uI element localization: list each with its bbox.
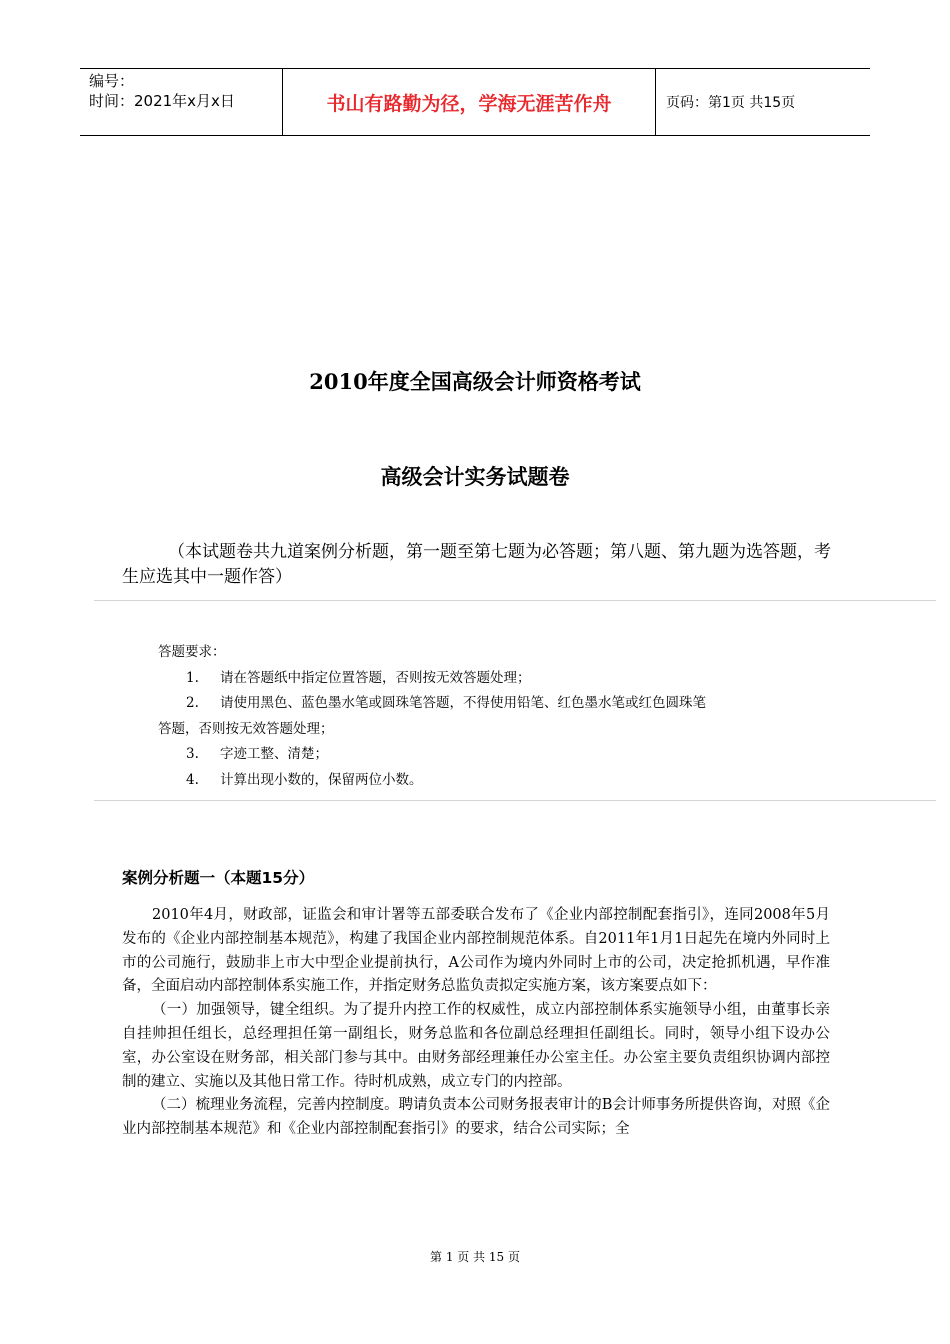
time-label: 时间：2021年x月x日 bbox=[89, 92, 235, 110]
requirement-item bbox=[158, 768, 838, 794]
case-body bbox=[122, 904, 830, 1142]
header-meta-cell bbox=[80, 69, 282, 135]
exam-note: （本试题卷共九道案例分析题，第一题至第七题为必答题；第八题、第九题为选答题，考生应选其中一题作答） bbox=[122, 542, 831, 587]
requirement-item bbox=[158, 742, 838, 768]
answer-requirements bbox=[158, 640, 838, 793]
requirement-item bbox=[158, 691, 838, 717]
header-motto-cell bbox=[282, 69, 656, 135]
case-paragraph: 2010年4月，财政部，证监会和审计署等五部委联合发布了《企业内部控制配套指引》，连同2008年5月发布的《企业内部控制基本规范》，构建了我国企业内部控制规范体系。自2011年1月1日起先在境内外同时上市的公司施行，鼓励非上市大中型企业提前执行，A公司作为境内外同时上市的公司，决定抢抓机遇，早作准备，全面启动内部控制体系实施工作，并指定财务总监负责拟定实施方案，该方案要点如下： bbox=[122, 907, 830, 995]
case-title: 案例分析题一（本题15分） bbox=[122, 869, 315, 887]
requirement-number: 4. bbox=[186, 771, 199, 788]
requirement-number: 3. bbox=[186, 746, 199, 762]
case-paragraph: （一）加强领导，键全组织。为了提升内控工作的权威性，成立内部控制体系实施领导小组，由董事长亲自挂帅担任组长，总经理担任第一副组长，财务总监和各位副总经理担任副组长。同时，领导小组下设办公室，办公室设在财务部，相关部门参与其中。由财务部经理兼任办公室主任。办公室主要负责组织协调内部控制的建立、实施以及其他日常工作。待时机成熟，成立专门的内控部。 bbox=[122, 1002, 830, 1090]
requirements-heading: 答题要求： bbox=[158, 644, 226, 660]
divider-top bbox=[94, 600, 936, 601]
header-page-cell bbox=[656, 69, 870, 135]
requirement-number: 2. bbox=[186, 695, 199, 711]
requirement-number: 1. bbox=[186, 669, 199, 686]
header-table bbox=[80, 68, 870, 136]
motto-text: 书山有路勤为径，学海无涯苦作舟 bbox=[326, 92, 612, 115]
serial-label: 编号： bbox=[89, 72, 135, 90]
requirement-text: 请使用黑色、蓝色墨水笔或圆珠笔答题，不得使用铅笔、红色墨水笔或红色圆珠笔 bbox=[220, 695, 706, 711]
requirement-item bbox=[158, 666, 838, 692]
page-footer: 第 1 页 共 15 页 bbox=[430, 1250, 520, 1264]
case-paragraph: （二）梳理业务流程，完善内控制度。聘请负责本公司财务报表审计的B会计师事务所提供咨询，对照《企业内部控制基本规范》和《企业内部控制配套指引》的要求，结合公司实际；全 bbox=[122, 1097, 830, 1138]
page-info: 页码：第1页 共15页 bbox=[666, 95, 796, 111]
paper-title: 高级会计实务试题卷 bbox=[380, 464, 570, 489]
requirement-text: 请在答题纸中指定位置答题，否则按无效答题处理； bbox=[220, 669, 531, 686]
divider-bottom bbox=[94, 800, 936, 801]
requirement-text: 计算出现小数的，保留两位小数。 bbox=[220, 771, 423, 788]
requirement-continuation: 答题，否则按无效答题处理； bbox=[158, 720, 334, 737]
requirement-text: 字迹工整、清楚； bbox=[220, 746, 328, 762]
exam-title: 2010年度全国高级会计师资格考试 bbox=[309, 369, 641, 394]
